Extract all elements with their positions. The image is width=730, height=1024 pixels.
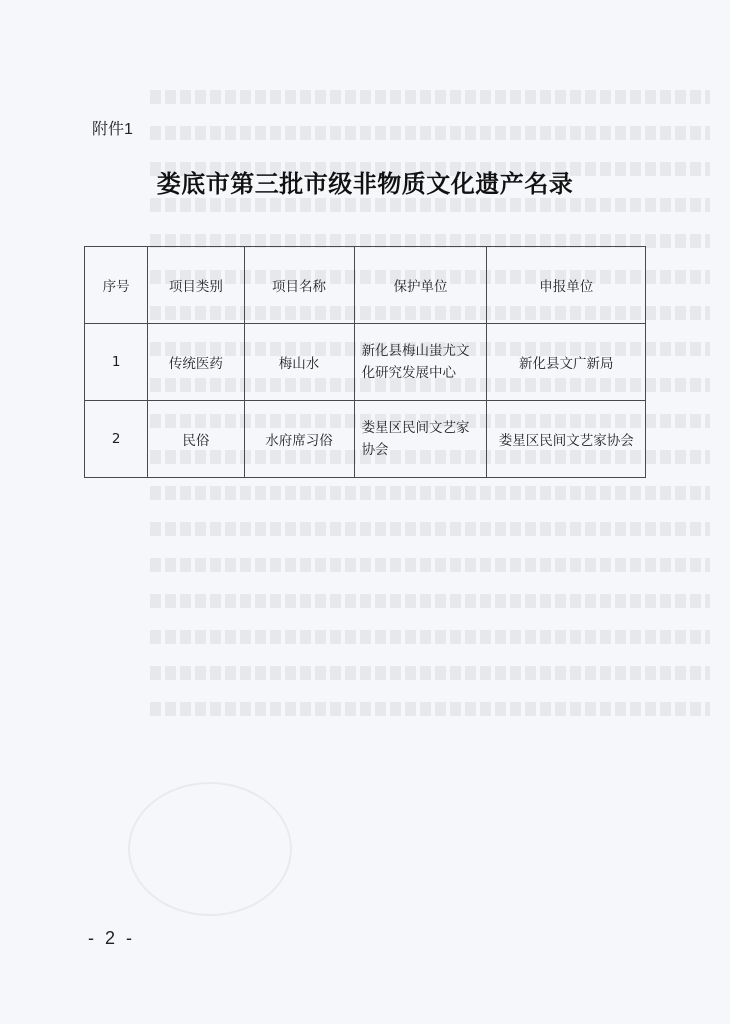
header-protection-unit: 保护单位 (354, 247, 487, 324)
cell-protection-unit: 娄星区民间文艺家协会 (354, 401, 487, 478)
header-applicant-unit: 申报单位 (487, 247, 646, 324)
cell-serial-number: 2 (85, 401, 148, 478)
cell-applicant-unit: 新化县文广新局 (487, 324, 646, 401)
cell-project-category: 民俗 (148, 401, 244, 478)
heritage-registry-table (84, 246, 646, 478)
table-row (85, 401, 646, 478)
page-number: - 2 - (88, 928, 136, 948)
attachment-label: 附件1 (92, 121, 133, 138)
cell-applicant-unit: 娄星区民间文艺家协会 (487, 401, 646, 478)
cell-project-category: 传统医药 (148, 324, 244, 401)
page-title: 娄底市第三批市级非物质文化遗产名录 (156, 170, 574, 198)
table-header-row (85, 247, 646, 324)
faint-seal (128, 782, 292, 916)
cell-serial-number: 1 (85, 324, 148, 401)
header-project-category: 项目类别 (148, 247, 244, 324)
table-row (85, 324, 646, 401)
header-serial-number: 序号 (85, 247, 148, 324)
cell-protection-unit: 新化县梅山蚩尤文化研究发展中心 (354, 324, 487, 401)
cell-project-name: 梅山水 (244, 324, 354, 401)
header-project-name: 项目名称 (244, 247, 354, 324)
cell-project-name: 水府席习俗 (244, 401, 354, 478)
